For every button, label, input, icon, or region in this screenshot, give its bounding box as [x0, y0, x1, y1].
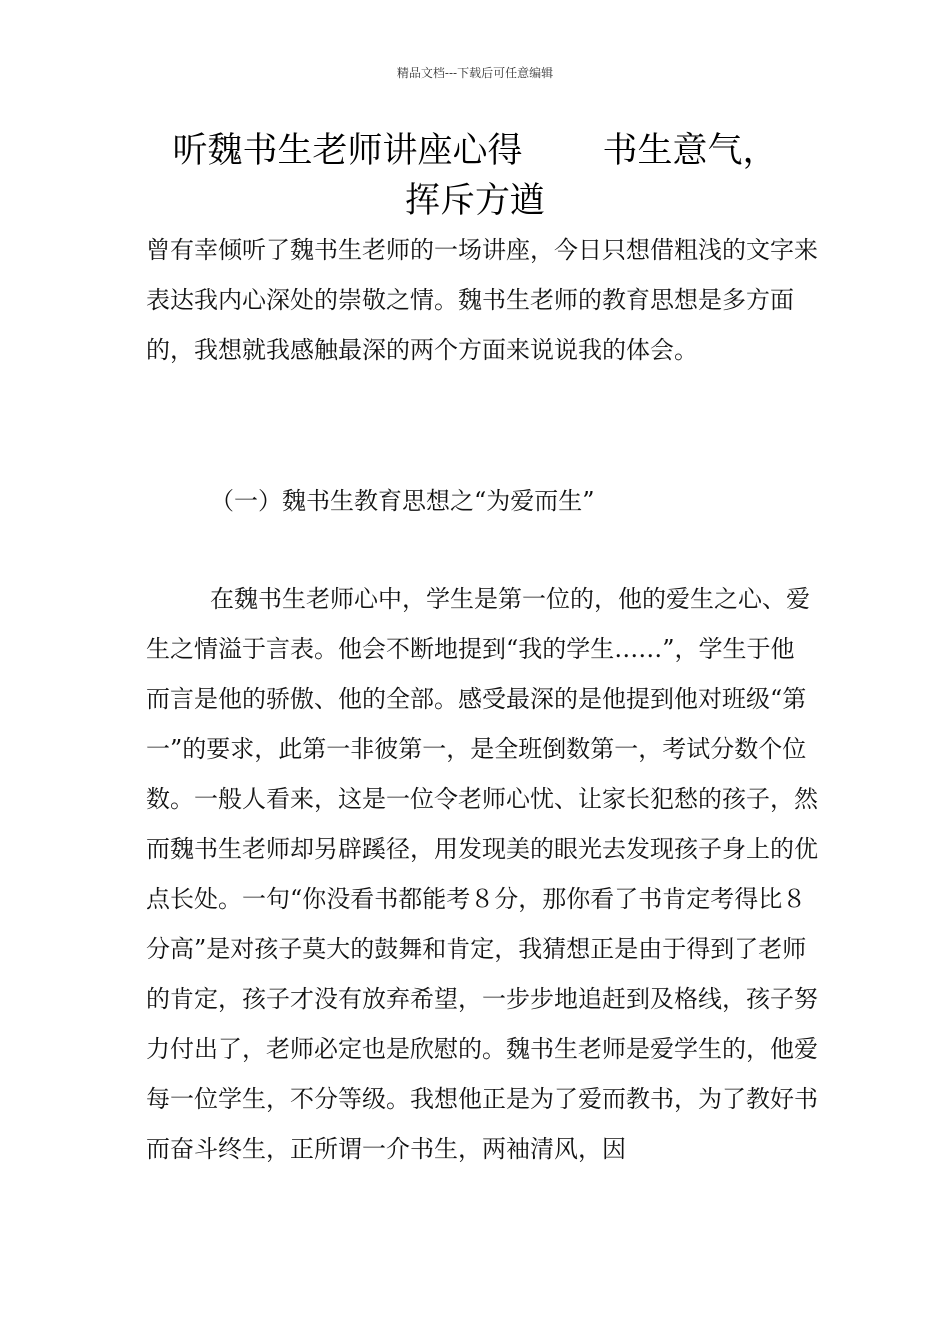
- title-subtitle: 书生意气，: [602, 131, 778, 171]
- body-paragraph-text: 在魏书生老师心中，学生是第一位的，他的爱生之心、爱生之情溢于言表。他会不断地提到“我的学生……”，学生于他而言是他的骄傲、他的全部。感受最深的是他提到他对班级“第一”的要求，此第一非彼第一，是全班倒数第一，考试分数个位数。一般人看来，这是一位令老师心忧、让家长犯愁的孩子，然而魏书生老师却另辟蹊径，用发现美的眼光去发现孩子身上的优点长处。一句“你没看书都能考８分，那你看了书肯定考得比８分高”是对孩子莫大的鼓舞和肯定，我猜想正是由于得到了老师的肯定，孩子才没有放弃希望，一步步地追赶到及格线，孩子努力付出了，老师必定也是欣慰的。魏书生老师是爱学生的，他爱每一位学生，不分等级。我想他正是为了爱而教书，为了教好书而奋斗终生，正所谓一介书生，两袖清风，因: [146, 585, 818, 1163]
- document-title-line-1: [0, 128, 950, 174]
- header-note: 精品文档---下载后可任意编辑: [396, 66, 554, 80]
- title-main: 听魏书生老师讲座心得: [172, 131, 523, 171]
- intro-paragraph: 曾有幸倾听了魏书生老师的一场讲座，今日只想借粗浅的文字来表达我内心深处的崇敬之情。魏书生老师的教育思想是多方面的，我想就我感触最深的两个方面来说说我的体会。: [146, 236, 818, 364]
- body-paragraph: [146, 574, 818, 1174]
- document-title-line-2: 挥斥方遒: [404, 181, 545, 221]
- section-heading: （一）魏书生教育思想之“为爱而生”: [210, 487, 595, 515]
